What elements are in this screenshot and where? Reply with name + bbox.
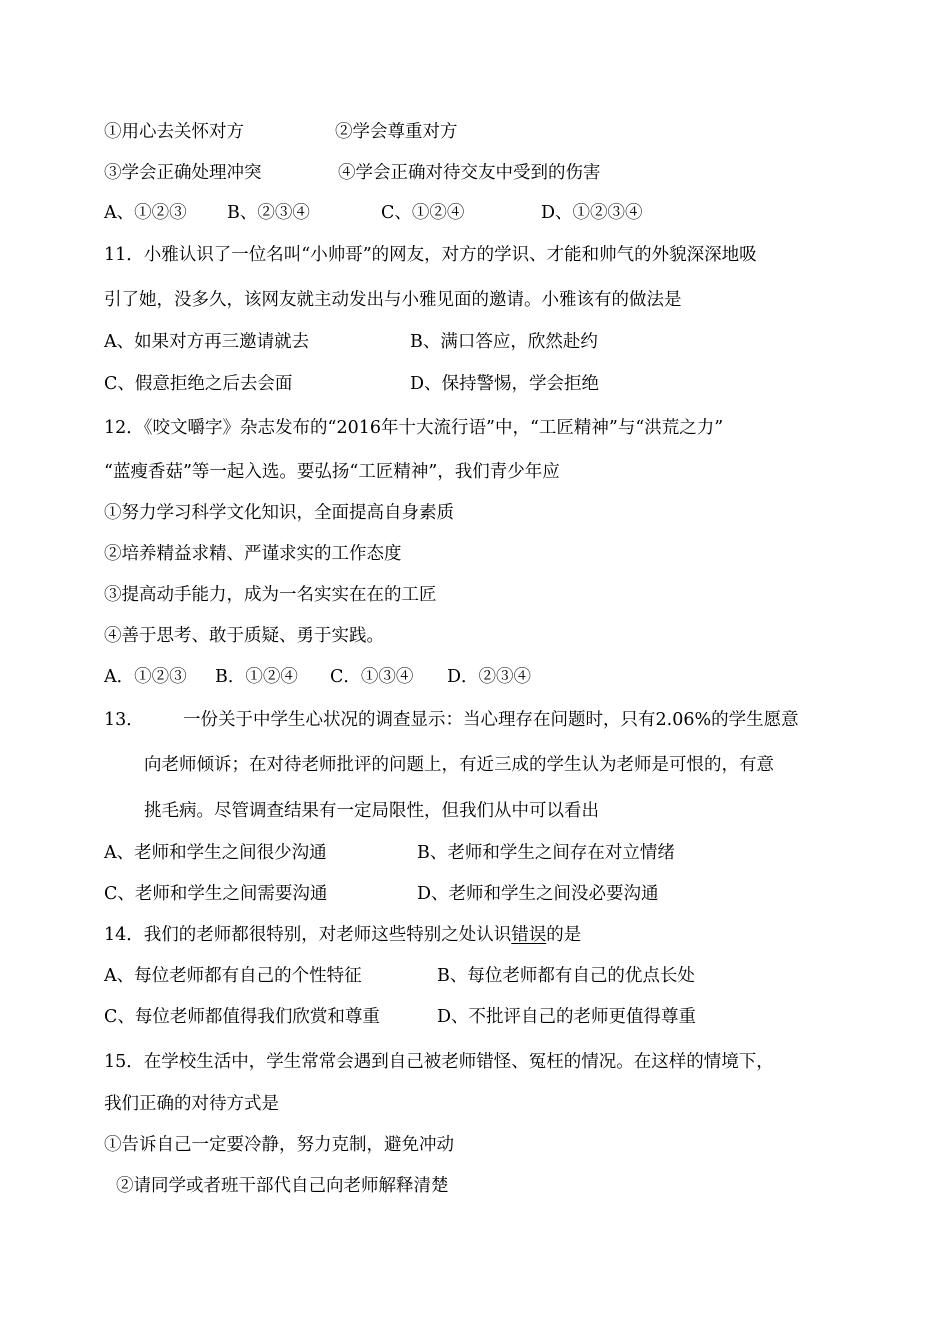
q12-choice-d: D．②③④ [447,667,532,687]
q14-choice-b: B、每位老师都有自己的优点长处 [437,966,695,986]
q10-option-2: ②学会尊重对方 [335,122,458,142]
q14-stem-suffix: 的是 [546,925,582,945]
q15-stem-line-1: 15．在学校生活中，学生常常会遇到自己被老师错怪、冤枉的情况。在这样的情境下， [104,1052,774,1072]
q14-choice-d: D、不批评自己的老师更值得尊重 [437,1007,697,1027]
q12-item-1: ①努力学习科学文化知识，全面提高自身素质 [104,503,454,523]
q10-option-4: ④学会正确对待交友中受到的伤害 [338,163,601,183]
q14-stem [104,923,581,947]
q10-choice-a: A、①②③ [104,203,187,223]
q12-item-4: ④善于思考、敢于质疑、勇于实践。 [104,626,384,646]
q10-choice-d: D、①②③④ [541,203,643,223]
q12-stem-line-1: 12．《咬文嚼字》杂志发布的“2016年十大流行语”中，“工匠精神”与“洪荒之力” [104,418,724,438]
q13-choice-a: A、老师和学生之间很少沟通 [104,843,327,863]
q13-stem-line-1: 一份关于中学生心状况的调查显示：当心理存在问题时，只有2.06%的学生愿意 [183,710,799,730]
q13-choice-b: B、老师和学生之间存在对立情绪 [417,843,675,863]
q15-item-2: ②请同学或者班干部代自己向老师解释清楚 [116,1176,449,1196]
q14-choice-a: A、每位老师都有自己的个性特征 [104,966,362,986]
q10-choice-b: B、②③④ [227,203,310,223]
q12-choice-b: B．①②④ [215,667,298,687]
q13-stem-line-2: 向老师倾诉；在对待老师批评的问题上，有近三成的学生认为老师是可恨的，有意 [144,755,774,775]
q13-choice-c: C、老师和学生之间需要沟通 [104,884,328,904]
q10-option-1: ①用心去关怀对方 [104,122,244,142]
q10-choice-c: C、①②④ [381,203,465,223]
q15-stem-line-2: 我们正确的对待方式是 [104,1094,279,1114]
q11-choice-b: B、满口答应，欣然赴约 [410,332,598,352]
q12-choice-c: C．①③④ [330,667,414,687]
q12-stem-line-2: “蓝瘦香菇”等一起入选。要弘扬“工匠精神”，我们青少年应 [104,462,560,482]
q12-item-2: ②培养精益求精、严谨求实的工作态度 [104,544,402,564]
q14-stem-prefix: 14．我们的老师都很特别，对老师这些特别之处认识 [104,925,512,945]
q12-item-3: ③提高动手能力，成为一名实实在在的工匠 [104,585,437,605]
q13-choice-d: D、老师和学生之间没必要沟通 [417,884,659,904]
q13-stem-line-3: 挑毛病。尽管调查结果有一定局限性，但我们从中可以看出 [144,801,599,821]
q13-number: 13． [104,710,144,730]
q10-option-3: ③学会正确处理冲突 [104,163,262,183]
q11-choice-c: C、假意拒绝之后去会面 [104,374,293,394]
q11-choice-d: D、保持警惕，学会拒绝 [410,374,600,394]
q15-item-1: ①告诉自己一定要冷静，努力克制，避免冲动 [104,1135,454,1155]
q11-stem-line-1: 11．小雅认识了一位名叫“小帅哥”的网友，对方的学识、才能和帅气的外貌深深地吸 [104,245,757,265]
q11-stem-line-2: 引了她，没多久，该网友就主动发出与小雅见面的邀请。小雅该有的做法是 [104,290,682,310]
q11-choice-a: A、如果对方再三邀请就去 [104,332,310,352]
q12-choice-a: A．①②③ [104,667,187,687]
q14-choice-c: C、每位老师都值得我们欣赏和尊重 [104,1007,380,1027]
q14-stem-emphasis: 错误 [511,925,547,945]
